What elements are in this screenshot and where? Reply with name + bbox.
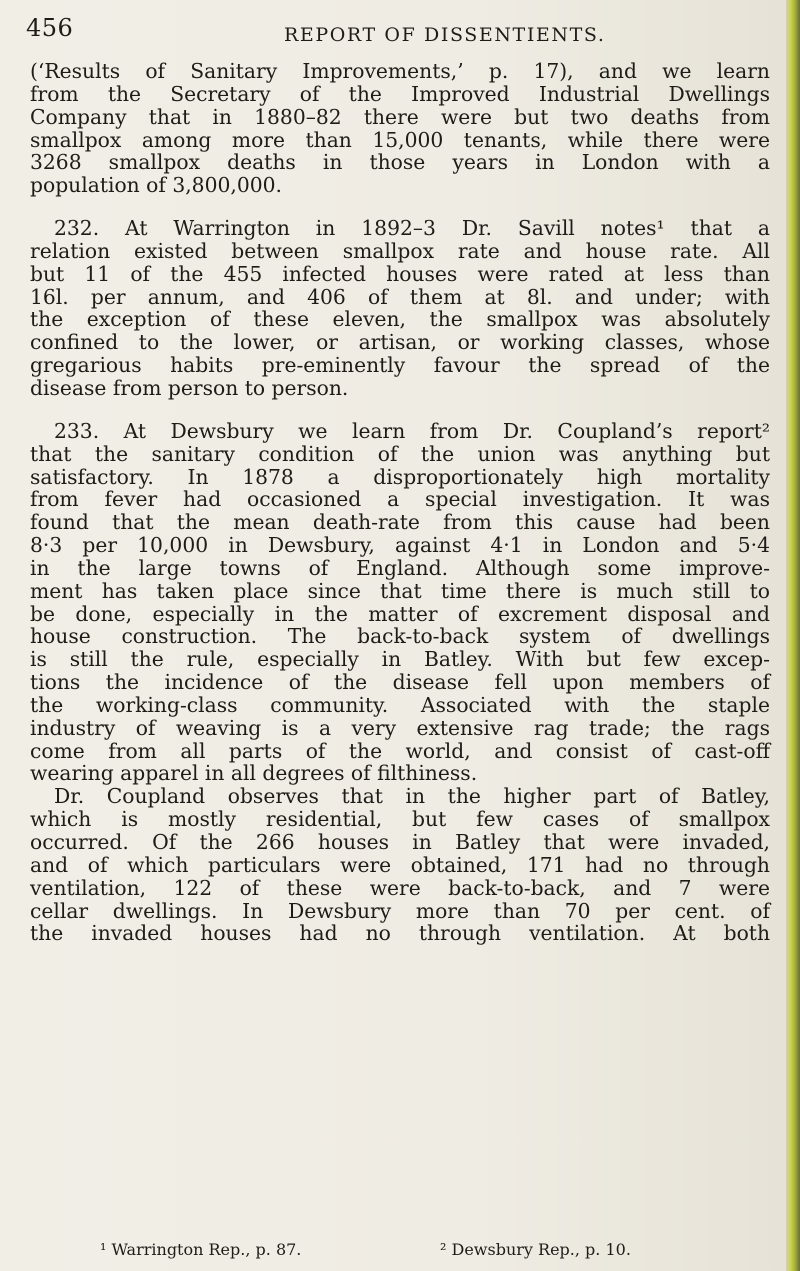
text-line: disease from person to person. [30,375,349,400]
text-line: come from all parts of the world, and consist of cast-off [30,738,770,763]
text-line: smallpox among more than 15,000 tenants, while there were [30,127,770,152]
text-line: is still the rule, especially in Batley. With but few excep- [30,647,770,672]
text-line: population of 3,800,000. [30,173,283,198]
text-line: the working-class community. Associated with the staple [30,692,770,717]
text-line: 232. At Warrington in 1892–3 Dr. Savill notes¹ that a [54,216,770,241]
text-line: and of which particulars were obtained, 171 had no through [30,852,770,877]
text-line: 16l. per annum, and 406 of them at 8l. and under; with [30,284,770,309]
paragraph-continuation [30,60,770,197]
text-line: confined to the lower, or artisan, or working classes, whose [30,330,770,355]
text-line: that the sanitary condition of the union was anything but [30,441,770,466]
page-number: 456 [26,14,74,42]
text-line: occurred. Of the 266 houses in Batley that were invaded, [30,830,770,854]
text-line: found that the mean death-rate from this cause had been [30,510,770,535]
body-text [30,60,770,945]
text-line: 8·3 per 10,000 in Dewsbury, against 4·1 in London and 5·4 [30,533,770,558]
footnote-1: ¹ Warrington Rep., p. 87. [100,1240,302,1259]
text-line: in the large towns of England. Although some improve- [30,555,770,580]
text-line: relation existed between smallpox rate and house rate. All [30,238,770,263]
text-line: but 11 of the 455 infected houses were rated at less than [30,261,770,286]
text-line: satisfactory. In 1878 a disproportionately high mortality [30,464,770,489]
text-line: Company that in 1880–82 there were but two deaths from [30,104,770,129]
text-line: Dr. Coupland observes that in the higher part of Batley, [54,784,770,809]
text-line: industry of weaving is a very extensive rag trade; the rags [30,715,770,740]
text-line: house construction. The back-to-back system of dwellings [30,624,770,649]
paragraph-233 [30,420,770,786]
text-line: which is mostly residential, but few cases of smallpox [30,807,770,832]
footnote-2: ² Dewsbury Rep., p. 10. [440,1240,631,1259]
text-line: the exception of these eleven, the smallpox was absolutely [30,307,770,332]
paragraph-coupland [30,785,770,945]
text-line: gregarious habits pre-eminently favour the spread of the [30,353,770,378]
text-line: 3268 smallpox deaths in those years in London with a [30,150,770,175]
text-line: (‘Results of Sanitary Improvements,’ p. 17), and we learn [30,59,770,83]
page-header [26,14,766,54]
text-line: tions the incidence of the disease fell upon members of [30,670,770,695]
text-line: ment has taken place since that time there is much still to [30,578,770,603]
text-line: ventilation, 122 of these were back-to-back, and 7 were [30,875,770,900]
text-line: be done, especially in the matter of excrement disposal and [30,601,770,626]
book-spine-edge [786,0,800,1271]
running-head: REPORT OF DISSENTIENTS. [284,24,606,46]
text-line: cellar dwellings. In Dewsbury more than 70 per cent. of [30,898,770,923]
text-line: the invaded houses had no through ventilation. At both [30,921,770,946]
text-line: from the Secretary of the Improved Industrial Dwellings [30,81,770,106]
text-line: wearing apparel in all degrees of filthiness. [30,761,478,786]
paragraph-232 [30,217,770,400]
text-line: from fever had occasioned a special investigation. It was [30,487,770,512]
text-line: 233. At Dewsbury we learn from Dr. Coupland’s report² [54,418,770,443]
